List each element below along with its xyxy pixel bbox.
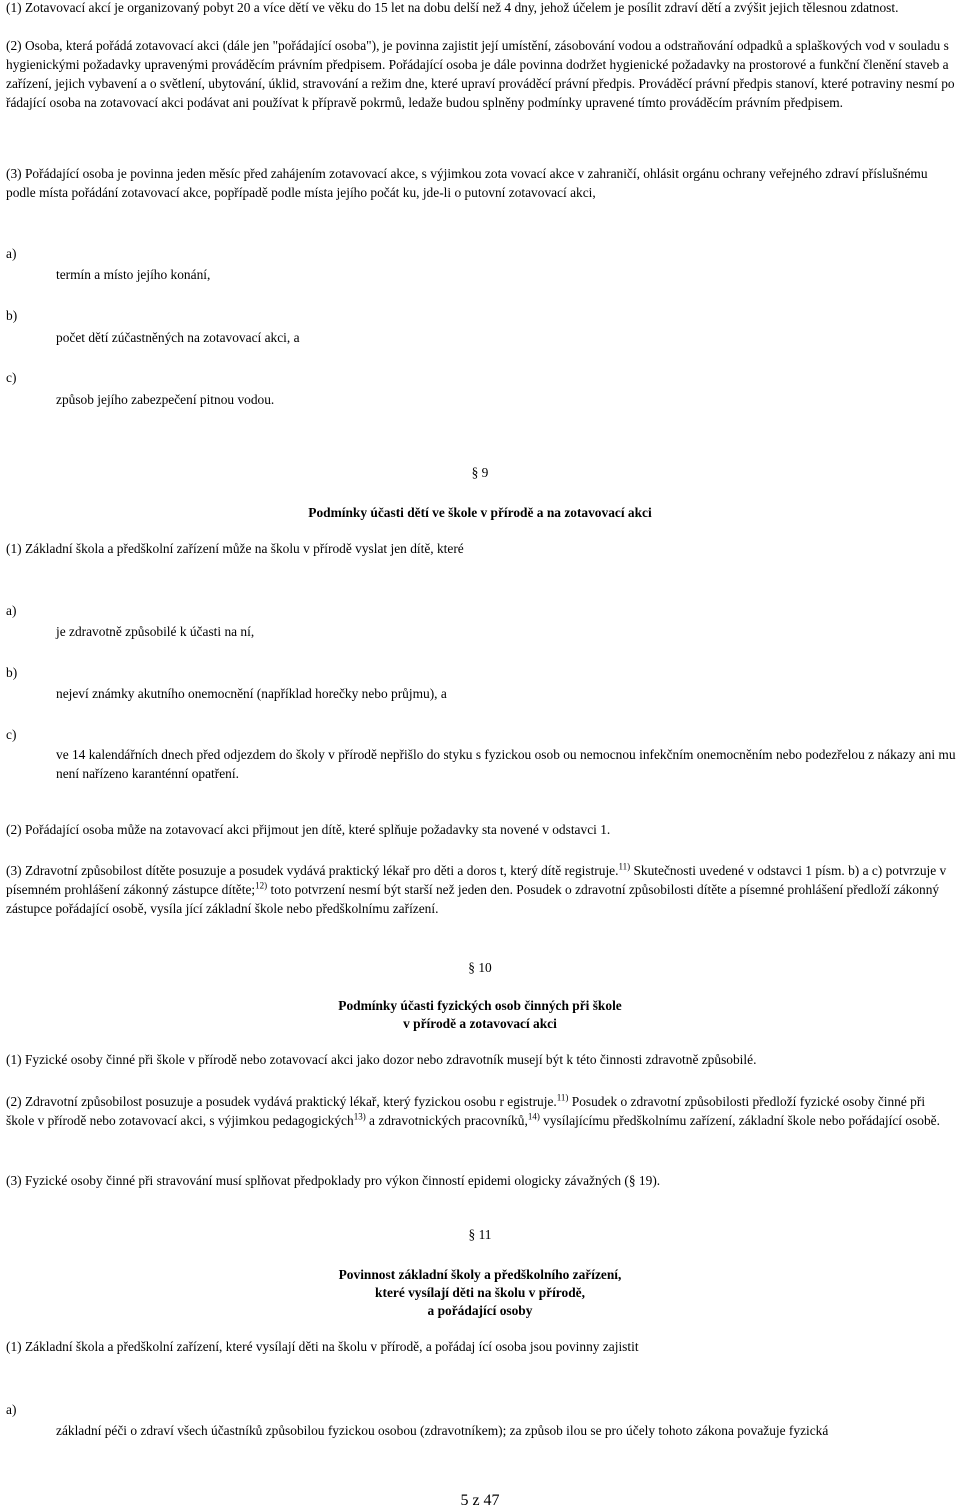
s9-p3-text-a: (3) Zdravotní způsobilost dítěte posuzuje a posudek vydává praktický lékař pro děti a doros t, který dítě registruje. [6, 863, 619, 878]
section-11-paragraph-1: (1) Základní škola a předškolní zařízení, které vysílají děti na školu v přírodě, a pořádaj ící osoba jsou povinny zajistit [6, 1339, 639, 1354]
s11-item-a: základní péči o zdraví všech účastníků způsobilou fyzickou osobou (zdravotníkem); za způsob ilou se pro účely tohoto zákona považuje fyzická [56, 1423, 829, 1438]
section-10-title-line-1: Podmínky účasti fyzických osob činných při škole [338, 998, 622, 1013]
section-9-title: Podmínky účasti dětí ve škole v přírodě a na zotavovací akci [308, 505, 652, 520]
section-10-paragraph-1: (1) Fyzické osoby činné při škole v přírodě nebo zotavovací akci jako dozor nebo zdravotník musejí být k této činnosti zdravotně způsobilé. [6, 1052, 757, 1067]
section-11-title-line-1: Povinnost základní školy a předškolního zařízení, [338, 1267, 622, 1282]
s9-item-a: je zdravotně způsobilé k účasti na ní, [56, 624, 255, 639]
list-label-b: b) [6, 308, 18, 323]
s10-p2-text-b: Posudek o zdravotní způsobilosti předloží fyzické osoby činné při škole v přírodě nebo zotavovací akci, s výjimkou pedagogických [6, 1094, 926, 1128]
s10-p2-text-a: (2) Zdravotní způsobilost posuzuje a posudek vydává praktický lékař, který fyzickou osobu r egistruje. [6, 1094, 557, 1109]
footnote-ref-13: 13) [353, 1111, 366, 1122]
s10-p2-text-c: a zdravotnických pracovníků, [365, 1113, 528, 1128]
list-item-b: počet dětí zúčastněných na zotavovací akci, a [56, 330, 300, 345]
paragraph-2: (2) Osoba, která pořádá zotavovací akci (dále jen "pořádající osoba"), je povinna zajistit její umístění, zásobování vodou a odstraňování odpadků a splaškových vod v souladu s hygienickými požadavky upravenými prováděcím právním předpisem. Pořádající osoba je dále povinna dodržet hygienické požadavky na prostorové a funkční členění staveb a zařízení, jejich vybavení a o světlení, ubytování, úklid, stravování a režim dne, které upraví prováděcí právní předpis. Prováděcí právní předpis stanoví, které potraviny nesmí po řádající osoba na zotavovací akci podávat ani používat k přípravě pokrmů, ledaže budou splněny podmínky upravené tímto prováděcím právním předpisem. [6, 38, 955, 110]
list-label-a: a) [6, 246, 17, 261]
s9-item-c: ve 14 kalendářních dnech před odjezdem do školy v přírodě nepřišlo do styku s fyzickou osob ou nemocnou infekčním onemocněním nebo podezřelou z nákazy ani mu není nařízeno karanténní opatření. [56, 747, 956, 781]
footnote-ref-11: 11) [618, 861, 631, 872]
section-9-number: § 9 [471, 465, 489, 480]
section-9-paragraph-2: (2) Pořádající osoba může na zotavovací akci přijmout jen dítě, které splňuje požadavky sta novené v odstavci 1. [6, 822, 611, 837]
s9-item-b: nejeví známky akutního onemocnění (například horečky nebo průjmu), a [56, 686, 447, 701]
section-10-paragraph-2 [6, 1092, 956, 1130]
section-10-number: § 10 [468, 960, 492, 975]
paragraph-3: (3) Pořádající osoba je povinna jeden měsíc před zahájením zotavovací akce, s výjimkou zota vovací akce v zahraničí, ohlásit orgánu ochrany veřejného zdraví příslušnému podle místa pořádání zotavovací akce, popřípadě podle místa jejího počát ku, jde-li o putovní zotavovací akci, [6, 166, 928, 200]
list-label-c: c) [6, 370, 17, 385]
s9-label-c: c) [6, 727, 17, 742]
section-10-title-line-2: v přírodě a zotavovací akci [403, 1016, 557, 1031]
s9-p3-text-b: Skutečnosti uvedené v odstavci 1 písm. b) a c) potvrzuje v písemném prohlášení zákonný zástupce dítěte; [6, 863, 947, 897]
footnote-ref-11b: 11) [556, 1092, 569, 1103]
section-10-paragraph-3: (3) Fyzické osoby činné při stravování musí splňovat předpoklady pro výkon činností epidemi ologicky závažných (§ 19). [6, 1173, 661, 1188]
s9-p3-text-c: toto potvrzení nesmí být starší než jeden den. Posudek o zdravotní způsobilosti dítěte a písemné prohlášení předloží zákonný zástupce pořádající osobě, vysíla jící základní škole nebo předškolnímu zařízení. [6, 882, 940, 916]
footnote-ref-12: 12) [255, 880, 268, 891]
section-11-title-line-3: a pořádající osoby [427, 1303, 533, 1318]
s9-label-a: a) [6, 603, 17, 618]
page-number: 5 z 47 [460, 1492, 500, 1509]
s11-label-a: a) [6, 1402, 17, 1417]
section-11-number: § 11 [468, 1227, 492, 1242]
paragraph-1: (1) Zotavovací akcí je organizovaný pobyt 20 a více dětí ve věku do 15 let na dobu delší než 4 dny, jehož účelem je posílit zdraví dětí a zvýšit jejich tělesnou zdatnost. [6, 0, 899, 15]
section-11-title-line-2: které vysílají děti na školu v přírodě, [375, 1285, 585, 1300]
section-9-paragraph-1: (1) Základní škola a předškolní zařízení může na školu v přírodě vyslat jen dítě, které [6, 541, 464, 556]
s9-label-b: b) [6, 665, 18, 680]
s10-p2-text-d: vysílajícímu předškolnímu zařízení, základní škole nebo pořádající osobě. [539, 1113, 940, 1128]
list-item-c: způsob jejího zabezpečení pitnou vodou. [56, 392, 275, 407]
list-item-a: termín a místo jejího konání, [56, 267, 211, 282]
section-9-paragraph-3 [6, 861, 956, 918]
footnote-ref-14: 14) [527, 1111, 540, 1122]
